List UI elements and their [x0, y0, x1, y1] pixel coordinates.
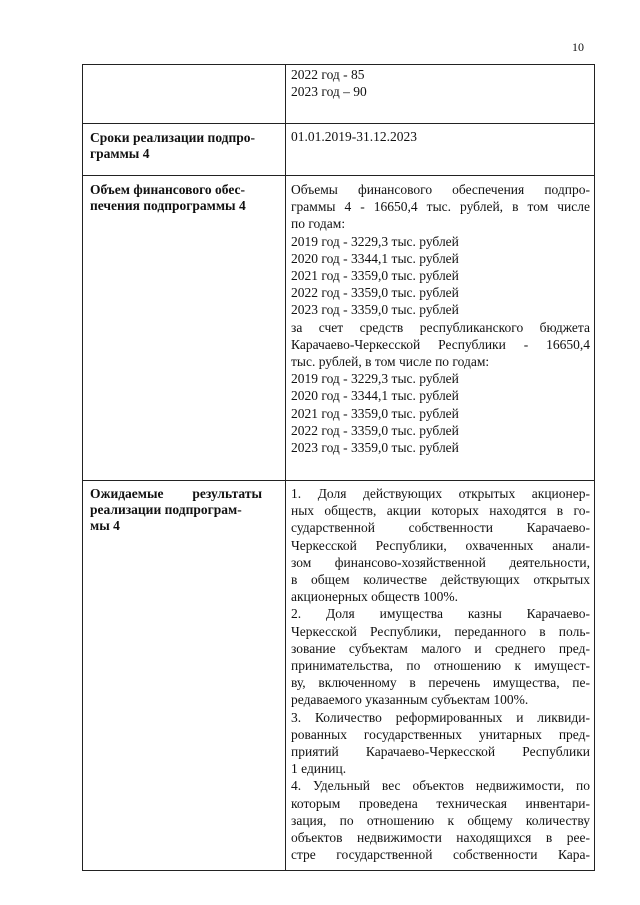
- row-label-cell: [83, 65, 286, 124]
- value-line: за счет средств республиканского бюджета: [291, 319, 590, 335]
- value-line: стре государственной собственности Кара-: [291, 847, 590, 863]
- value-line: 01.01.2019-31.12.2023: [291, 129, 417, 144]
- value-line: 2. Доля имущества казны Карачаево-: [291, 606, 590, 622]
- row-value-cell: [286, 65, 595, 124]
- row-value-cell: [286, 124, 595, 176]
- value-line: граммы 4 - 16650,4 тыс. рублей, в том числе: [291, 199, 590, 215]
- value-line: 1 единиц.: [291, 761, 347, 777]
- value-line: которым проведена техническая инвентари-: [291, 795, 590, 811]
- value-line: 2022 год - 85: [291, 67, 365, 82]
- program-passport-table: [82, 64, 595, 871]
- label-line: Сроки реализации подпро-: [90, 130, 256, 145]
- value-line: зация, по отношению к общему количеству: [291, 812, 590, 828]
- value-line: Черкесской Республики, переданного в поль-: [291, 623, 590, 639]
- row-value-cell: [286, 176, 595, 481]
- value-line: Объемы финансового обеспечения подпро-: [291, 182, 590, 197]
- value-line: в общем количестве действующих открытых: [291, 572, 590, 588]
- value-line: 1. Доля действующих открытых акционер-: [291, 486, 590, 501]
- value-line: 4. Удельный вес объектов недвижимости, по: [291, 778, 590, 794]
- table-row: [83, 481, 595, 871]
- value-line: 2019 год - 3229,3 тыс. рублей: [291, 371, 459, 387]
- value-line: сударственной собственности Карачаево-: [291, 520, 590, 536]
- row-label-cell: [83, 176, 286, 481]
- value-line: приятий Карачаево-Черкесской Республики: [291, 744, 590, 760]
- value-line: по годам:: [291, 216, 346, 232]
- value-line: Черкесской Республики, охваченных анали-: [291, 537, 590, 553]
- value-line: акционерных обществ 100%.: [291, 589, 458, 605]
- value-line: 2021 год - 3359,0 тыс. рублей: [291, 268, 459, 284]
- value-line: 2022 год - 3359,0 тыс. рублей: [291, 422, 459, 438]
- table-row: [83, 65, 595, 124]
- row-label-cell: [83, 124, 286, 176]
- value-line: 2023 год – 90: [291, 84, 367, 100]
- value-line: 3. Количество реформированных и ликвиди-: [291, 709, 590, 725]
- value-line: 2020 год - 3344,1 тыс. рублей: [291, 250, 459, 266]
- value-line: зование субъектам малого и среднего пред-: [291, 640, 590, 656]
- value-line: 2022 год - 3359,0 тыс. рублей: [291, 285, 459, 301]
- value-line: рованных государственных унитарных пред-: [291, 726, 590, 742]
- value-line: 2020 год - 3344,1 тыс. рублей: [291, 388, 459, 404]
- table-row: [83, 124, 595, 176]
- label-line: Ожидаемые результаты: [90, 486, 262, 501]
- page-number: 10: [572, 40, 584, 54]
- label-line: Объем финансового обес-: [90, 182, 246, 197]
- value-line: объектов недвижимости находящихся в рее-: [291, 830, 590, 846]
- value-line: 2023 год - 3359,0 тыс. рублей: [291, 302, 459, 318]
- value-line: редаваемого указанным субъектам 100%.: [291, 692, 529, 708]
- value-line: 2021 год - 3359,0 тыс. рублей: [291, 405, 459, 421]
- label-line: граммы 4: [90, 146, 150, 161]
- value-line: 2019 год - 3229,3 тыс. рублей: [291, 233, 459, 249]
- value-line: 2023 год - 3359,0 тыс. рублей: [291, 440, 459, 456]
- value-line: тыс. рублей, в том числе по годам:: [291, 354, 490, 370]
- value-line: принимательства, по отношению к имущест-: [291, 658, 590, 674]
- row-label-cell: [83, 481, 286, 871]
- value-line: ву, включенному в перечень имущества, пе-: [291, 675, 590, 691]
- label-line: мы 4: [90, 518, 120, 533]
- row-value-cell: [286, 481, 595, 871]
- label-line: печения подпрограммы 4: [90, 198, 246, 213]
- value-line: ных обществ, акции которых находятся в го-: [291, 503, 590, 519]
- value-line: Карачаево-Черкесской Республики - 16650,4: [291, 336, 590, 352]
- table-row: [83, 176, 595, 481]
- value-line: зом финансово-хозяйственной деятельности,: [291, 554, 590, 570]
- label-line: реализации подпрограм-: [90, 502, 242, 517]
